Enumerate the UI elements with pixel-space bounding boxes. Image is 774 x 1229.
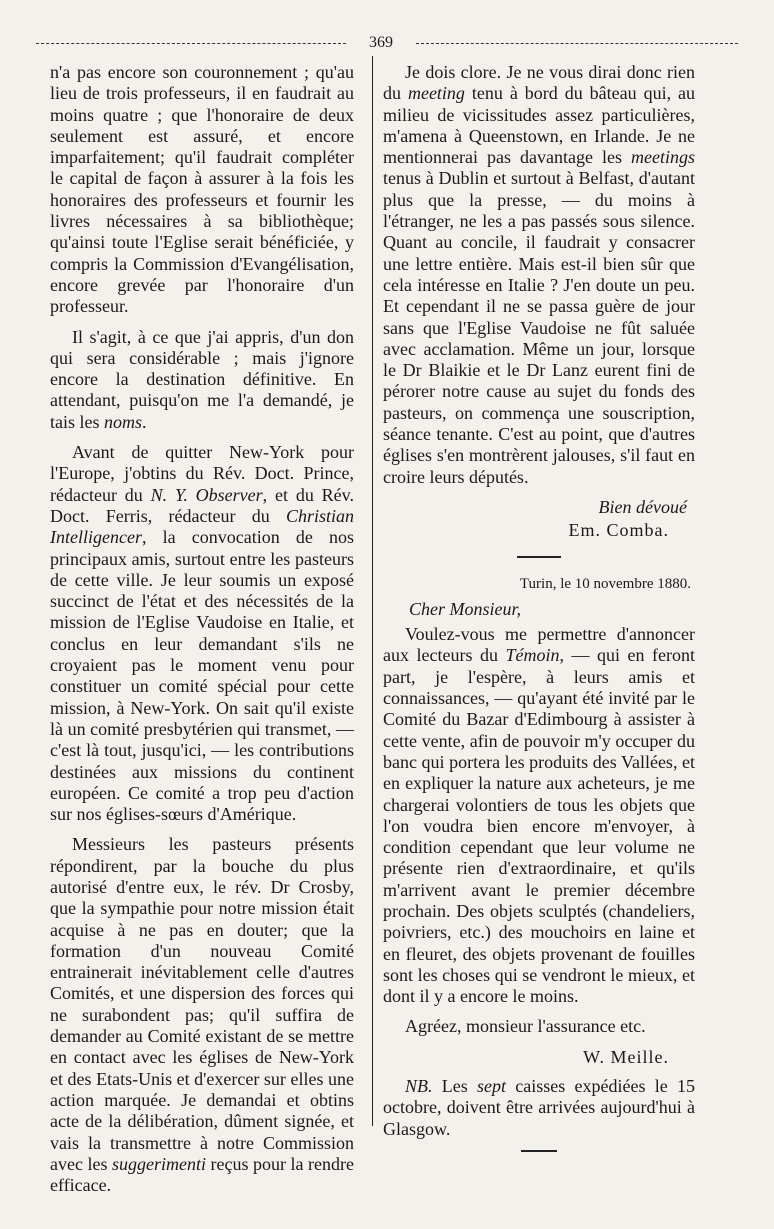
closing-phrase: Bien dévoué (598, 496, 687, 517)
paragraph: Agréez, monsieur l'assurance etc. (405, 1016, 646, 1037)
salutation: Cher Monsieur, (409, 598, 521, 619)
page-number: 369 (369, 34, 393, 51)
section-separator (517, 556, 561, 558)
end-rule (521, 1150, 557, 1152)
letter-date: Turin, le 10 novembre 1880. (519, 575, 691, 592)
right-column (383, 62, 695, 1152)
paragraph: Voulez-vous me permettre d'annoncer aux lecteurs du Témoin, — qui en feront part, je l'espère, à leurs amis et connaissances, — qu'ayant été invité par le Comité du Bazar d'Edimbourg à assister à cette vente, afin de pouvoir m'y occuper du banc qui portera les produits des Vallées, et en expliquer la nature aux acheteurs, je me chargerai volontiers de tous les objets que l'on voudra bien encore m'envoyer, à condition cependant que leur volume ne présente rien d'extraordinaire, et qu'ils m'arrivent avant le premier décembre prochain. Des objets sculptés (chandeliers, poivriers, etc.) des mouchoirs en laine et en fleuret, des objets provenant de fouilles sont les choses qui se vendront le mieux, et dont il y a encore le moins. (383, 624, 696, 1007)
paragraph: Avant de quitter New-York pour l'Europe, j'obtins du Rév. Doct. Prince, rédacteur du N. Y. Observer, et du Rév. Doct. Ferris, rédacteur du Christian Intelligencer, la convocation de nos principaux amis, surtout entre les pasteurs de cette ville. Je leur soumis un exposé succinct de l'état et des nécessités de la mission de l'Eglise Vaudoise en Italie, et conclus en leur demandant s'ils ne croyaient pas le moment venu pour constituer un comité spécial pour cette mission, à New-York. On sait qu'il existe là un comité presbytérien qui transmet, — c'est là tout, jusqu'ici, — les contributions destinées aux missions du continent européen. Ce comité a trop peu d'action sur nos églises-sœurs d'Amérique. (50, 442, 354, 825)
page-header (36, 34, 738, 52)
paragraph: Messieurs les pasteurs présents répondirent, par la bouche du plus autorisé d'entre eux, le rév. Dr Crosby, que la sympathie pour notre mission était acquise à ne pas en douter; que la formation d'un nouveau Comité entrainerait inévitablement celle d'autres Comités, et une dispersion des forces qui ne surabondent pas; qu'il suffira de demander au Comité existant de se mettre en contact avec les églises de New-York et des Etats-Unis et d'exercer sur elles une action marquée. Je demandai et obtins acte de la délibération, dûment signée, et vais la transmettre à notre Commission avec les suggerimenti reçus pour la rendre efficace. (50, 834, 354, 1196)
paragraph: n'a pas encore son couronnement ; qu'au lieu de trois professeurs, il en faudrait au moins quatre ; que l'honoraire de deux seulement est assuré, et encore imparfaitement; qu'il faudrait compléter le capital de façon à assurer à la fois les honoraires des professeurs et fournir les livres nécessaires à sa bibliothèque; qu'ainsi toute l'Eglise serait bénéficiée, y compris la Commission d'Evangélisation, encore grevée par l'honoraire d'un professeur. (50, 62, 354, 317)
paragraph: NB. Les sept caisses expédiées le 15 octobre, doivent être arrivées aujourd'hui à Glasgow. (383, 1076, 695, 1139)
paragraph: Il s'agit, à ce que j'ai appris, d'un don qui sera considérable ; mais j'ignore encore la destination définitive. En attendant, puisqu'on me l'a demandé, je tais les noms. (50, 326, 354, 432)
left-column (50, 62, 354, 1205)
header-rule-right (416, 43, 738, 44)
paragraph: Je dois clore. Je ne vous dirai donc rien du meeting tenu à bord du bâteau qui, au milieu de vicissitudes assez particulières, m'amena à Queenstown, en Irlande. Je ne mentionnerai pas davantage les meetings tenus à Dublin et surtout à Belfast, d'autant plus que la presse, — du moins à l'étranger, ne les a pas passés sous silence. Quant au concile, il faudrait y consacrer une lettre entière. Mais est-il bien sûr que cela intéresse en Italie ? J'en doute un peu. Et cependant il ne se passa guère de jour sans que l'Eglise Vaudoise ne fût saluée avec acclamation. Même un jour, lorsque le Dr Blaikie et le Dr Lanz eurent fini de pérorer notre cause au sujet du fonds des pasteurs, on commença une souscription, séance tenante. C'est au point, que d'autres églises s'en montrèrent jalouses, s'il faut en croire leurs députés. (383, 62, 696, 487)
note (383, 1076, 695, 1140)
signature: W. Meille. (583, 1046, 669, 1067)
column-divider (372, 56, 373, 1126)
header-rule-left (36, 43, 346, 44)
signature: Em. Comba. (568, 520, 669, 541)
